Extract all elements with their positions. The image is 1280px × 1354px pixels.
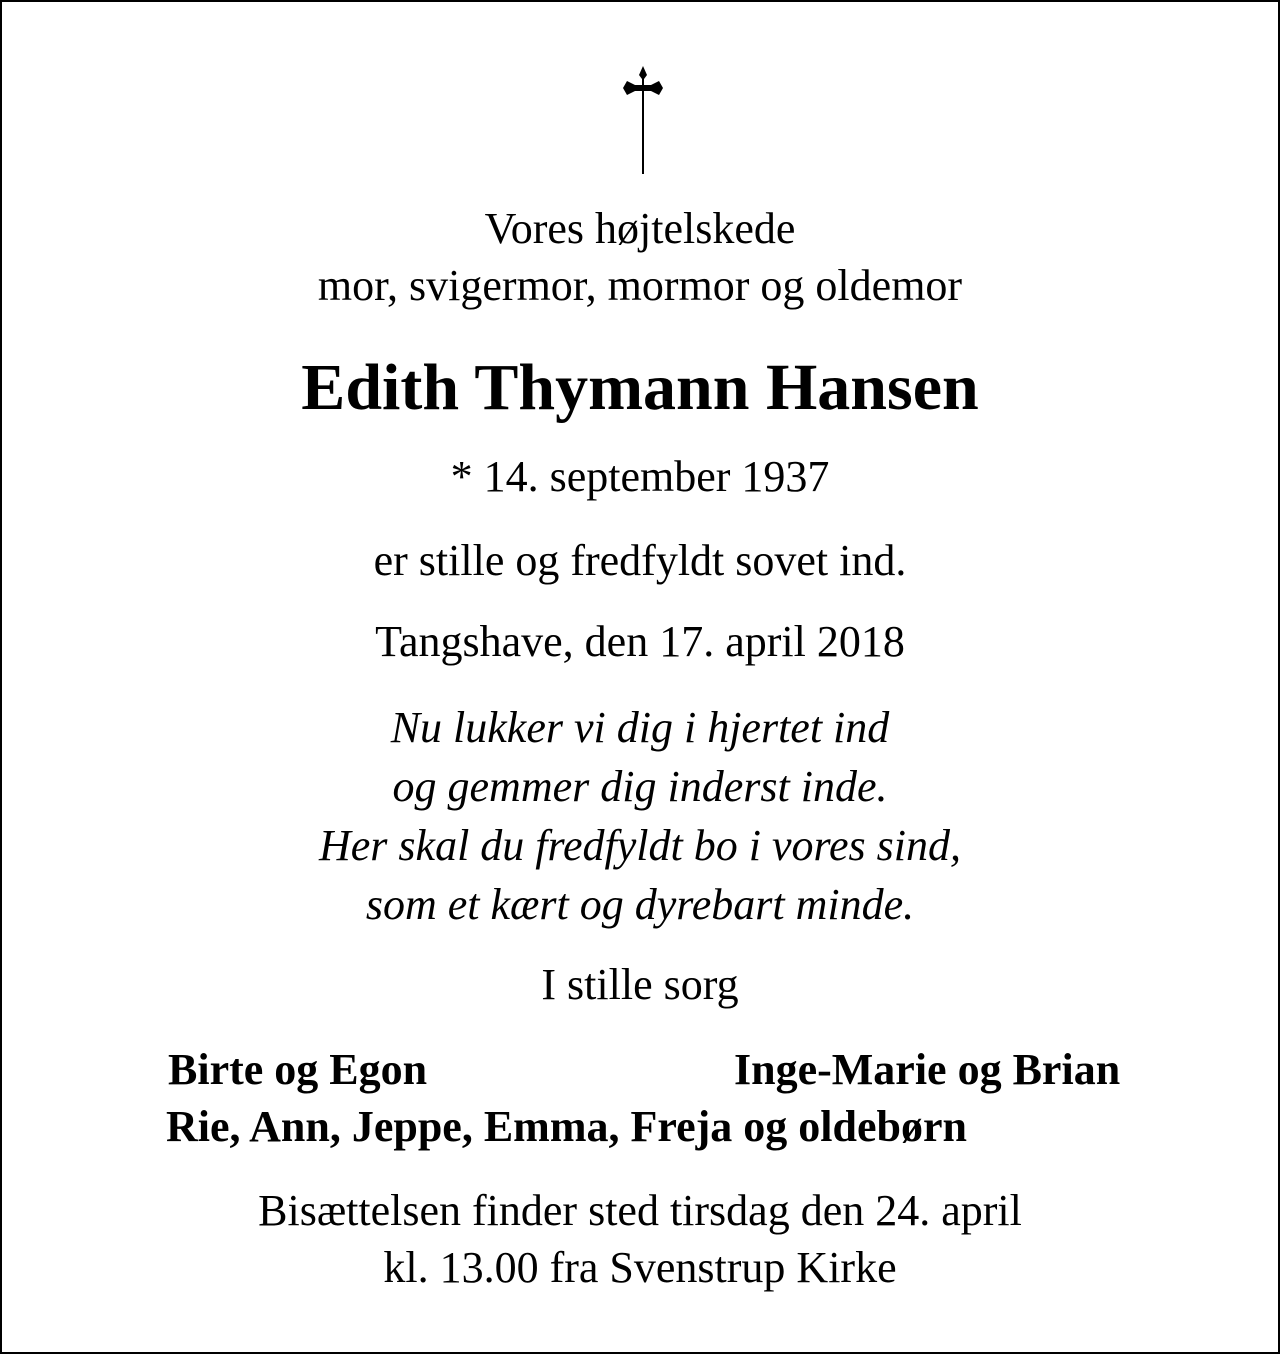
- sorrow-text: I stille sorg: [541, 960, 739, 1009]
- intro-line-1: Vores højtelskede: [484, 204, 796, 253]
- cross-icon: [613, 66, 673, 174]
- memorial-verse: [2, 698, 1278, 934]
- verse-line: som et kært og dyrebart minde.: [365, 880, 915, 929]
- mourner-right: Inge-Marie og Brian: [734, 1045, 1121, 1094]
- birth-date: * 14. september 1937: [450, 452, 830, 501]
- place-and-date: Tangshave, den 17. april 2018: [375, 617, 905, 666]
- intro-line-2: mor, svigermor, mormor og oldemor: [317, 261, 963, 310]
- funeral-line-1: Bisættelsen finder sted tirsdag den 24. april: [258, 1186, 1022, 1235]
- verse-line: Her skal du fredfyldt bo i vores sind,: [319, 821, 961, 870]
- deceased-name: Edith Thymann Hansen: [301, 351, 979, 424]
- mourner-second-row: Rie, Ann, Jeppe, Emma, Freja og oldebørn: [166, 1102, 967, 1151]
- funeral-info: [2, 1182, 1278, 1296]
- verse-line: Nu lukker vi dig i hjertet ind: [390, 703, 890, 752]
- verse-line: og gemmer dig inderst inde.: [392, 762, 888, 811]
- intro-text: [2, 200, 1278, 314]
- mourner-left: Birte og Egon: [168, 1045, 428, 1094]
- passing-text: er stille og fredfyldt sovet ind.: [373, 536, 907, 585]
- funeral-line-2: kl. 13.00 fra Svenstrup Kirke: [383, 1243, 897, 1292]
